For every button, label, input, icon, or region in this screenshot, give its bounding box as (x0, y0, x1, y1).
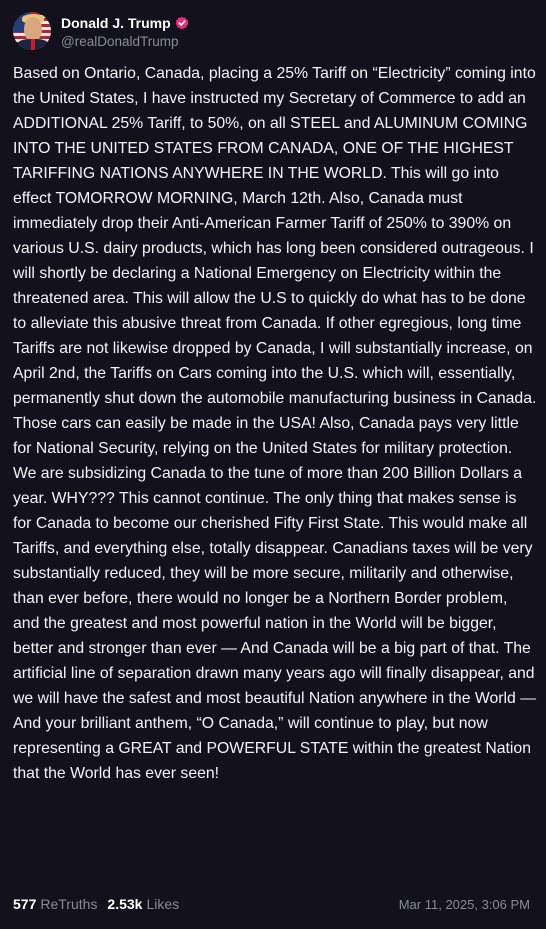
verified-badge-shape (175, 17, 188, 30)
post-timestamp[interactable]: Mar 11, 2025, 3:06 PM (398, 896, 530, 912)
likes-label: Likes (146, 896, 180, 912)
avatar-face (24, 17, 42, 41)
verified-badge-icon (175, 16, 189, 30)
retruths-label: ReTruths (40, 896, 98, 912)
retruths-stat[interactable] (13, 896, 97, 912)
avatar[interactable] (13, 12, 51, 50)
avatar-tie (31, 39, 35, 50)
retruths-count: 577 (13, 896, 37, 912)
likes-stat[interactable] (107, 896, 179, 912)
post-text: Based on Ontario, Canada, placing a 25% Tariff on “Electricity” coming into the United States, I have instructed my Secretary of Commerce to add an ADDITIONAL 25% Tariff, to 50%, on all STEEL and ALUMINUM COMING INTO THE UNITED STATES FROM CANADA, ONE OF THE HIGHEST TARIFFING NATIONS ANYWHERE IN THE WORLD. This will go into effect TOMORROW MORNING, March 12th. Also, Canada must immediately drop their Anti-American Farmer Tariff of 250% to 390% on various U.S. dairy products, which has long been considered outrageous. I will shortly be declaring a National Emergency on Electricity within the threatened area. This will allow the U.S to quickly do what has to be done to alleviate this abusive threat from Canada. If other egregious, long time Tariffs are not likewise dropped by Canada, I will substantially increase, on April 2nd, the Tariffs on Cars coming into the U.S. which will, essentially, permanently shut down the automobile manufacturing business in Canada. Those cars can easily be made in the USA! Also, Canada pays very little for National Security, relying on the United States for military protection. We are subsidizing Canada to the tune of more than 200 Billion Dollars a year. WHY??? This cannot continue. The only thing that makes sense is for Canada to become our cherished Fifty First State. This would make all Tariffs, and everything else, totally disappear. Canadians taxes will be very substantially reduced, they will be more secure, militarily and otherwise, than ever before, there would no longer be a Northern Border problem, and the greatest and most powerful nation in the World will be bigger, better and stronger than ever — And Canada will be a big part of that. The artificial line of separation drawn many years ago will finally disappear, and we will have the safest and most beautiful Nation anywhere in the World — And your brilliant anthem, “O Canada,” will continue to play, but now representing a GREAT and POWERFUL STATE within the greatest Nation that the World has ever seen! (13, 65, 537, 782)
author-display-name[interactable]: Donald J. Trump (61, 15, 171, 31)
author-handle[interactable]: @realDonaldTrump (61, 34, 179, 49)
post-header (13, 11, 189, 50)
post-footer (13, 896, 530, 912)
author-info (61, 11, 189, 49)
likes-count: 2.53k (107, 896, 143, 912)
author-name-row (61, 13, 189, 33)
